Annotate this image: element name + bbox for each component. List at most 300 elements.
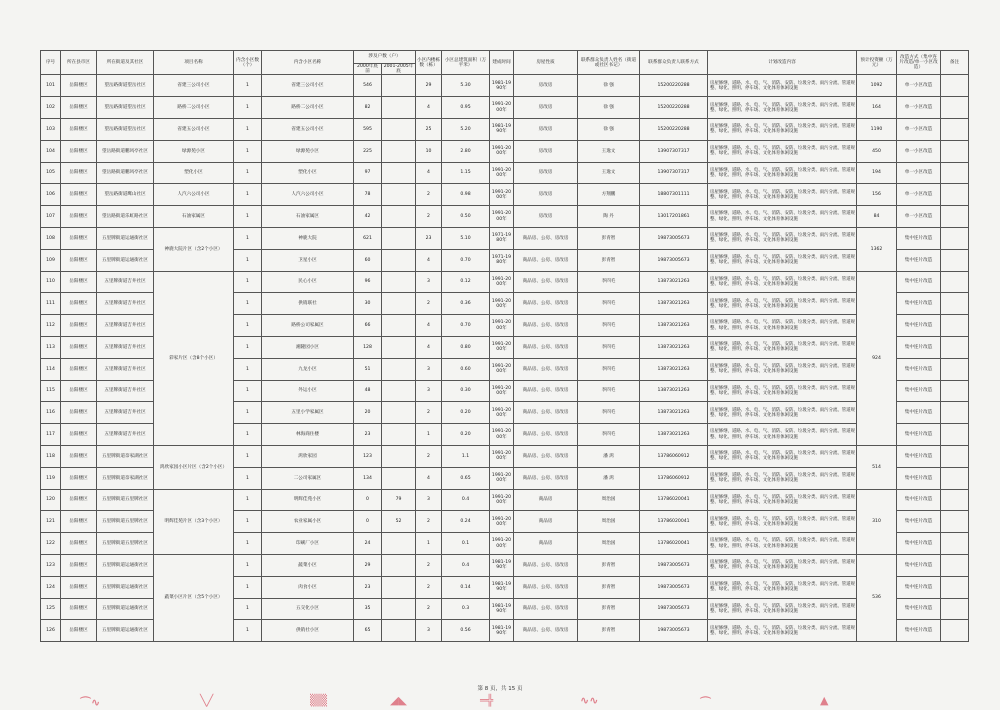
cell-remark: [941, 533, 969, 555]
cell-remark: [941, 511, 969, 533]
cell-name: 塑化小区: [262, 162, 354, 184]
header-project: 项目名称: [154, 51, 234, 75]
cell-plan: 房屋修缮，道路、水、电、气、消防、安防、垃圾分类、雨污分流、管道规整、绿化、照明、停车场、文化体育体闲设施: [708, 533, 857, 555]
cell-count: 1: [234, 554, 262, 576]
cell-households-2000: 60: [354, 249, 382, 271]
cell-project: 蔬菜小区片区（含5个小区）: [154, 554, 234, 641]
cell-street: 五里牌街道运通街社区: [97, 227, 154, 249]
cell-mode: 集中连片改造: [897, 271, 941, 293]
cell-count: 1: [234, 119, 262, 141]
cell-buildings: 4: [416, 162, 442, 184]
cell-remark: [941, 620, 969, 642]
cell-phone: 19873005673: [640, 620, 708, 642]
cell-year: 1991-2000年: [490, 402, 514, 424]
header-type: 房屋性质: [514, 51, 578, 75]
cell-city: 岳阳楼区: [61, 249, 97, 271]
cell-contact: 徐 强: [578, 75, 640, 97]
cell-year: 1991-2000年: [490, 533, 514, 555]
header-households: 涉及户数（户）: [354, 51, 416, 64]
cell-contact: 彭青智: [578, 620, 640, 642]
cell-street: 五里牌街道吉井社区: [97, 402, 154, 424]
table-row: [41, 554, 969, 576]
table-row: [41, 119, 969, 141]
cell-plan: 房屋修缮，道路、水、电、气、消防、安防、垃圾分类、雨污分流、管道规整、绿化、照明、停车场、文化体育体闲设施: [708, 511, 857, 533]
cell-no: 122: [41, 533, 61, 555]
cell-project: 省建三公司小区: [154, 75, 234, 97]
cell-type: 商品房: [514, 489, 578, 511]
cell-remark: [941, 467, 969, 489]
cell-remark: [941, 227, 969, 249]
cell-buildings: 1: [416, 424, 442, 446]
cell-mode: 集中连片改造: [897, 380, 941, 402]
cell-type: 商品房、公房、房改房: [514, 227, 578, 249]
cell-buildings: 2: [416, 511, 442, 533]
cell-remark: [941, 598, 969, 620]
cell-households-2005: [382, 75, 416, 97]
seal-stamp-fragment: ⌒∿: [80, 696, 101, 709]
cell-buildings: 3: [416, 489, 442, 511]
cell-buildings: 2: [416, 184, 442, 206]
cell-city: 岳阳楼区: [61, 554, 97, 576]
cell-count: 1: [234, 620, 262, 642]
cell-households-2000: 20: [354, 402, 382, 424]
cell-remark: [941, 293, 969, 315]
cell-area: 0.1: [442, 533, 490, 555]
cell-project: 鸿欣家园小区片区（含2个小区）: [154, 445, 234, 489]
cell-buildings: 2: [416, 554, 442, 576]
cell-year: 1991-2000年: [490, 271, 514, 293]
header-buildings: 小区内楼栋数（栋）: [416, 51, 442, 75]
table-row: [41, 75, 969, 97]
cell-type: 房改房: [514, 119, 578, 141]
cell-households-2000: 48: [354, 380, 382, 402]
table-row: [41, 184, 969, 206]
cell-city: 岳阳楼区: [61, 162, 97, 184]
cell-street: 五里牌街道吉井社区: [97, 293, 154, 315]
cell-remark: [941, 206, 969, 228]
table-row: [41, 162, 969, 184]
cell-count: 1: [234, 336, 262, 358]
cell-city: 岳阳楼区: [61, 206, 97, 228]
cell-year: 1981-1990年: [490, 119, 514, 141]
cell-type: 商品房: [514, 511, 578, 533]
cell-year: 1981-1990年: [490, 598, 514, 620]
renovation-plan-table: [40, 50, 968, 669]
cell-households-2005: [382, 227, 416, 249]
cell-contact: 彭青智: [578, 249, 640, 271]
cell-no: 104: [41, 140, 61, 162]
cell-name: 外运小区: [262, 380, 354, 402]
cell-contact: 周治国: [578, 489, 640, 511]
cell-type: 商品房、公房、房改房: [514, 576, 578, 598]
cell-invest: 924: [857, 271, 897, 445]
cell-no: 118: [41, 445, 61, 467]
cell-year: 1991-2000年: [490, 162, 514, 184]
cell-city: 岳阳楼区: [61, 424, 97, 446]
cell-households-2000: 23: [354, 576, 382, 598]
table-row: [41, 206, 969, 228]
cell-households-2005: [382, 445, 416, 467]
cell-no: 110: [41, 271, 61, 293]
cell-type: 商品房、公房、房改房: [514, 598, 578, 620]
cell-name: 肉食小区: [262, 576, 354, 598]
cell-name: 湘隆园小区: [262, 336, 354, 358]
header-year: 建成时间: [490, 51, 514, 75]
cell-name: 五交化小区: [262, 598, 354, 620]
cell-city: 岳阳楼区: [61, 184, 97, 206]
cell-project: 明辉佳苑片区（含3个小区）: [154, 489, 234, 554]
cell-street: 五里牌街道运通街社区: [97, 598, 154, 620]
cell-type: 房改房: [514, 162, 578, 184]
cell-households-2000: 225: [354, 140, 382, 162]
cell-buildings: 2: [416, 402, 442, 424]
cell-households-2000: 97: [354, 162, 382, 184]
cell-count: 1: [234, 97, 262, 119]
cell-invest: 1092: [857, 75, 897, 97]
cell-city: 岳阳楼区: [61, 511, 97, 533]
table-row: [41, 97, 969, 119]
cell-type: 房改房: [514, 184, 578, 206]
cell-type: 商品房、公房、房改房: [514, 620, 578, 642]
cell-street: 五里牌街道吉井社区: [97, 271, 154, 293]
table-row: [41, 489, 969, 511]
cell-households-2005: [382, 467, 416, 489]
cell-households-2000: 134: [354, 467, 382, 489]
cell-no: 119: [41, 467, 61, 489]
cell-project: 路桥二公司小区: [154, 97, 234, 119]
cell-households-2000: 595: [354, 119, 382, 141]
cell-city: 岳阳楼区: [61, 75, 97, 97]
cell-type: 商品房、公房、房改房: [514, 293, 578, 315]
cell-name: 省建三公司小区: [262, 75, 354, 97]
cell-phone: 13907307317: [640, 162, 708, 184]
cell-count: 1: [234, 140, 262, 162]
cell-mode: 集中连片改造: [897, 445, 941, 467]
cell-households-2005: [382, 424, 416, 446]
cell-plan: 房屋修缮，道路、水、电、气、消防、安防、垃圾分类、雨污分流、管道规整、绿化、照明、停车场、文化体育体闲设施: [708, 489, 857, 511]
cell-year: 1991-2000年: [490, 424, 514, 446]
cell-buildings: 2: [416, 206, 442, 228]
cell-remark: [941, 380, 969, 402]
header-mode: 改造方式（集中连片改造/单一小区改造）: [897, 51, 941, 75]
cell-plan: 房屋修缮，道路、水、电、气、消防、安防、垃圾分类、雨污分流、管道规整、绿化、照明、停车场、文化体育体闲设施: [708, 554, 857, 576]
cell-remark: [941, 554, 969, 576]
cell-project: 塑化小区: [154, 162, 234, 184]
cell-buildings: 4: [416, 467, 442, 489]
cell-count: 1: [234, 445, 262, 467]
cell-invest: 514: [857, 445, 897, 489]
cell-area: 0.95: [442, 97, 490, 119]
cell-street: 望岳路街道鹰山社区: [97, 184, 154, 206]
cell-area: 0.20: [442, 424, 490, 446]
cell-buildings: 3: [416, 271, 442, 293]
seal-stamp-fragment: ▒▒: [310, 694, 327, 707]
cell-year: 1991-2000年: [490, 97, 514, 119]
cell-year: 1971-1980年: [490, 249, 514, 271]
cell-remark: [941, 184, 969, 206]
header-contact: 联系群众负责人姓名（街道或社区书记）: [578, 51, 640, 75]
cell-households-2005: [382, 206, 416, 228]
cell-no: 120: [41, 489, 61, 511]
cell-mode: 集中连片改造: [897, 402, 941, 424]
cell-households-2005: [382, 576, 416, 598]
cell-no: 106: [41, 184, 61, 206]
cell-city: 岳阳楼区: [61, 533, 97, 555]
cell-households-2000: 78: [354, 184, 382, 206]
cell-contact: 周治国: [578, 533, 640, 555]
cell-invest: 84: [857, 206, 897, 228]
cell-buildings: 4: [416, 97, 442, 119]
cell-year: 1991-2000年: [490, 511, 514, 533]
cell-street: 五里牌街道奈家湖社区: [97, 445, 154, 467]
cell-mode: 集中连片改造: [897, 293, 941, 315]
cell-plan: 房屋修缮，道路、水、电、气、消防、安防、垃圾分类、雨污分流、管道规整、绿化、照明、停车场、文化体育体闲设施: [708, 119, 857, 141]
cell-plan: 房屋修缮，道路、水、电、气、消防、安防、垃圾分类、雨污分流、管道规整、绿化、照明、停车场、文化体育体闲设施: [708, 402, 857, 424]
cell-mode: 单一小区改造: [897, 119, 941, 141]
cell-invest: 156: [857, 184, 897, 206]
cell-type: 商品房、公房、房改房: [514, 271, 578, 293]
seal-stamp-fragment: ∿∿: [580, 694, 599, 707]
header-before-2000: 2000年底前: [354, 64, 382, 75]
cell-households-2005: [382, 554, 416, 576]
cell-street: 望岳路街道乐虹路社区: [97, 206, 154, 228]
cell-type: 商品房、公房、房改房: [514, 424, 578, 446]
cell-plan: 房屋修缮，道路、水、电、气、消防、安防、垃圾分类、雨污分流、管道规整、绿化、照明、停车场、文化体育体闲设施: [708, 97, 857, 119]
cell-area: 0.20: [442, 402, 490, 424]
cell-project: 省建五公司小区: [154, 119, 234, 141]
cell-contact: 彭青智: [578, 227, 640, 249]
cell-no: 112: [41, 315, 61, 337]
seal-stamp-fragment: ╲╱: [200, 694, 214, 707]
cell-count: 1: [234, 424, 262, 446]
cell-contact: 李四毛: [578, 336, 640, 358]
cell-year: 1991-2000年: [490, 358, 514, 380]
cell-invest: 450: [857, 140, 897, 162]
cell-mode: 集中连片改造: [897, 533, 941, 555]
cell-count: 1: [234, 380, 262, 402]
cell-year: 1991-2000年: [490, 380, 514, 402]
cell-no: 109: [41, 249, 61, 271]
cell-plan: 房屋修缮，道路、水、电、气、消防、安防、垃圾分类、雨污分流、管道规整、绿化、照明、停车场、文化体育体闲设施: [708, 380, 857, 402]
cell-count: 1: [234, 598, 262, 620]
cell-mode: 集中连片改造: [897, 620, 941, 642]
cell-name: 供销社小区: [262, 620, 354, 642]
cell-no: 105: [41, 162, 61, 184]
header-plan: 计划改造内容: [708, 51, 857, 75]
cell-type: 商品房: [514, 533, 578, 555]
cell-mode: 集中连片改造: [897, 315, 941, 337]
cell-type: 商品房、公房、房改房: [514, 467, 578, 489]
cell-name: 绿源苑小区: [262, 140, 354, 162]
cell-area: 5.30: [442, 75, 490, 97]
cell-contact: 方翔鹏: [578, 184, 640, 206]
cell-type: 房改房: [514, 140, 578, 162]
cell-year: 1991-2000年: [490, 336, 514, 358]
cell-remark: [941, 336, 969, 358]
header-no: 序号: [41, 51, 61, 75]
cell-mode: 单一小区改造: [897, 184, 941, 206]
cell-remark: [941, 402, 969, 424]
cell-no: 103: [41, 119, 61, 141]
cell-name: 蔬菜小区: [262, 554, 354, 576]
cell-households-2005: [382, 402, 416, 424]
page-footer: 第 8 页，共 15 页: [477, 686, 523, 692]
cell-invest: 1190: [857, 119, 897, 141]
cell-households-2000: 0: [354, 489, 382, 511]
cell-contact: 周治国: [578, 511, 640, 533]
cell-phone: 15200220288: [640, 75, 708, 97]
cell-city: 岳阳楼区: [61, 97, 97, 119]
cell-households-2000: 42: [354, 206, 382, 228]
cell-type: 商品房、公房、房改房: [514, 402, 578, 424]
cell-city: 岳阳楼区: [61, 598, 97, 620]
cell-no: 125: [41, 598, 61, 620]
cell-invest: 164: [857, 97, 897, 119]
cell-plan: 房屋修缮，道路、水、电、气、消防、安防、垃圾分类、雨污分流、管道规整、绿化、照明、停车场、文化体育体闲设施: [708, 467, 857, 489]
cell-name: 路桥二公司小区: [262, 97, 354, 119]
cell-remark: [941, 75, 969, 97]
cell-remark: [941, 358, 969, 380]
cell-remark: [941, 576, 969, 598]
cell-households-2000: 65: [354, 620, 382, 642]
cell-name: 供销联社: [262, 293, 354, 315]
cell-phone: 13873021263: [640, 358, 708, 380]
cell-street: 五里牌街道五里牌社区: [97, 511, 154, 533]
cell-buildings: 1: [416, 533, 442, 555]
cell-households-2000: 82: [354, 97, 382, 119]
cell-no: 101: [41, 75, 61, 97]
cell-plan: 房屋修缮，道路、水、电、气、消防、安防、垃圾分类、雨污分流、管道规整、绿化、照明、停车场、文化体育体闲设施: [708, 206, 857, 228]
cell-count: 1: [234, 162, 262, 184]
cell-count: 1: [234, 315, 262, 337]
table-row: [41, 445, 969, 467]
cell-type: 商品房、公房、房改房: [514, 336, 578, 358]
cell-type: 房改房: [514, 75, 578, 97]
cell-city: 岳阳楼区: [61, 140, 97, 162]
cell-plan: 房屋修缮，道路、水、电、气、消防、安防、垃圾分类、雨污分流、管道规整、绿化、照明、停车场、文化体育体闲设施: [708, 315, 857, 337]
cell-plan: 房屋修缮，道路、水、电、气、消防、安防、垃圾分类、雨污分流、管道规整、绿化、照明、停车场、文化体育体闲设施: [708, 162, 857, 184]
cell-year: 1991-2000年: [490, 445, 514, 467]
cell-no: 124: [41, 576, 61, 598]
cell-households-2005: [382, 271, 416, 293]
cell-area: 1.1: [442, 445, 490, 467]
cell-name: 省建五公司小区: [262, 119, 354, 141]
cell-households-2005: 79: [382, 489, 416, 511]
cell-name: 卫星小区: [262, 249, 354, 271]
cell-no: 123: [41, 554, 61, 576]
cell-contact: 陶 丹: [578, 206, 640, 228]
cell-name: 鸿欣家园: [262, 445, 354, 467]
cell-households-2000: 23: [354, 424, 382, 446]
cell-mode: 集中连片改造: [897, 249, 941, 271]
table-row: [41, 140, 969, 162]
cell-buildings: 2: [416, 293, 442, 315]
cell-buildings: 29: [416, 75, 442, 97]
cell-no: 102: [41, 97, 61, 119]
cell-invest: 1362: [857, 227, 897, 271]
cell-city: 岳阳楼区: [61, 227, 97, 249]
cell-area: 0.30: [442, 380, 490, 402]
cell-name: 人汽六公司小区: [262, 184, 354, 206]
header-city: 所在县市区: [61, 51, 97, 75]
cell-remark: [941, 271, 969, 293]
seal-stamps: [60, 694, 940, 709]
cell-mode: 集中连片改造: [897, 554, 941, 576]
cell-households-2000: 35: [354, 598, 382, 620]
cell-contact: 徐 强: [578, 119, 640, 141]
cell-remark: [941, 140, 969, 162]
header-2001-2005: 2001-2005年底: [382, 64, 416, 75]
cell-street: 望岳路街道望岳社区: [97, 75, 154, 97]
cell-street: 五里牌街道吉井社区: [97, 336, 154, 358]
cell-count: 1: [234, 271, 262, 293]
cell-buildings: 25: [416, 119, 442, 141]
cell-name: 九龙小区: [262, 358, 354, 380]
cell-year: 1981-1990年: [490, 75, 514, 97]
cell-street: 五里牌街道五里牌社区: [97, 533, 154, 555]
cell-city: 岳阳楼区: [61, 445, 97, 467]
cell-contact: 李四毛: [578, 293, 640, 315]
cell-buildings: 2: [416, 576, 442, 598]
cell-year: 1981-1990年: [490, 554, 514, 576]
table-row: [41, 271, 969, 293]
cell-households-2005: [382, 293, 416, 315]
cell-mode: 单一小区改造: [897, 206, 941, 228]
cell-project: 彩家片区（含8个小区）: [154, 271, 234, 445]
cell-contact: 李四毛: [578, 380, 640, 402]
cell-street: 望岳路街道望岳社区: [97, 97, 154, 119]
cell-street: 望岳路街道望岳社区: [97, 119, 154, 141]
cell-project: 人汽六公司小区: [154, 184, 234, 206]
cell-year: 1991-2000年: [490, 315, 514, 337]
cell-city: 岳阳楼区: [61, 119, 97, 141]
cell-count: 1: [234, 402, 262, 424]
cell-remark: [941, 162, 969, 184]
cell-area: 0.98: [442, 184, 490, 206]
cell-name: 印刷厂小区: [262, 533, 354, 555]
cell-contact: 彭青智: [578, 554, 640, 576]
seal-stamp-fragment: ▲: [820, 694, 829, 707]
cell-count: 1: [234, 358, 262, 380]
cell-phone: 13873021263: [640, 271, 708, 293]
cell-households-2000: 51: [354, 358, 382, 380]
cell-count: 1: [234, 184, 262, 206]
header-area: 小区总建筑面积（万平米）: [442, 51, 490, 75]
cell-count: 1: [234, 489, 262, 511]
cell-households-2005: [382, 184, 416, 206]
cell-name: 明辉佳苑小区: [262, 489, 354, 511]
cell-type: 商品房、公房、房改房: [514, 445, 578, 467]
cell-contact: 王逸文: [578, 162, 640, 184]
cell-phone: 19873005673: [640, 249, 708, 271]
cell-mode: 单一小区改造: [897, 140, 941, 162]
cell-project: 石油家属区: [154, 206, 234, 228]
cell-mode: 集中连片改造: [897, 336, 941, 358]
cell-buildings: 2: [416, 445, 442, 467]
cell-mode: 集中连片改造: [897, 511, 941, 533]
cell-count: 1: [234, 75, 262, 97]
cell-mode: 集中连片改造: [897, 576, 941, 598]
cell-mode: 集中连片改造: [897, 467, 941, 489]
cell-count: 1: [234, 576, 262, 598]
cell-city: 岳阳楼区: [61, 576, 97, 598]
cell-buildings: 3: [416, 358, 442, 380]
cell-phone: 13873021263: [640, 424, 708, 446]
cell-remark: [941, 249, 969, 271]
cell-phone: 13907307317: [640, 140, 708, 162]
cell-plan: 房屋修缮，道路、水、电、气、消防、安防、垃圾分类、雨污分流、管道规整、绿化、照明、停车场、文化体育体闲设施: [708, 184, 857, 206]
cell-contact: 彭青智: [578, 576, 640, 598]
